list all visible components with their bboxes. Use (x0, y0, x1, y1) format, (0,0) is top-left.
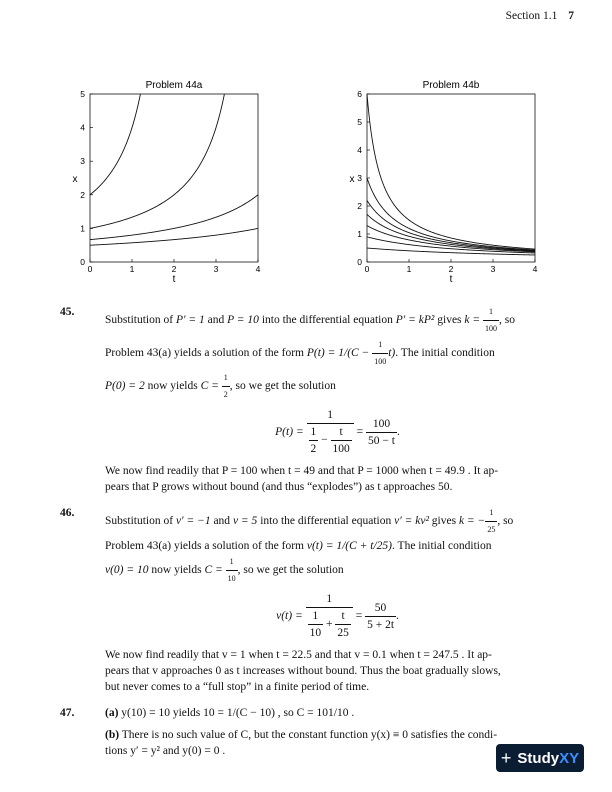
x-tick-label: 2 (171, 264, 177, 274)
problem-47 (60, 705, 570, 759)
x-tick-label: 3 (490, 264, 496, 274)
y-axis-label: x (349, 174, 355, 185)
y-tick-label: 0 (357, 257, 362, 267)
problem-46-line-3: v(0) = 10 now yields C = $\frac{1}{10}$ , so we get the solution (105, 554, 570, 587)
plot-frame (367, 94, 535, 262)
y-tick-label: 2 (357, 201, 362, 211)
problem-47-part-b-cont: tions y′ = y² and y(0) = 0 . (105, 745, 226, 757)
y-tick-label: 5 (80, 89, 85, 99)
section-label: Section 1.1 (505, 10, 558, 22)
page-number: 7 (568, 10, 574, 22)
problem-45-line-1: Substitution of P′ = 1 and P = 10 into the differential equation P′ = kP² gives k = $\frac{1}{100}$ , so (105, 304, 570, 337)
x-tick-label: 4 (255, 264, 261, 274)
y-tick-label: 3 (80, 156, 85, 167)
series-line (367, 200, 535, 250)
plot-44a-svg (68, 77, 268, 292)
problem-45-line-3: P(0) = 2 now yields C = $\frac{1}{2}$ , so we get the solution (105, 370, 570, 403)
problem-46-line-2: Problem 43(a) yields a solution of the form v(t) = 1/(C + t/25). The initial condition (105, 540, 492, 552)
y-tick-label: 3 (357, 173, 362, 183)
y-tick-label: 4 (357, 145, 362, 155)
problem-47-part-a: (a) y(10) = 10 yields 10 = 1/(C − 10) , so C = 101/10 . (105, 707, 355, 719)
x-axis-label: t (449, 274, 453, 285)
y-tick-label: 1 (80, 223, 85, 234)
problem-number: 46. (60, 507, 75, 519)
x-tick-label: 0 (364, 264, 370, 274)
y-axis-label: x (72, 174, 78, 185)
series-line (367, 178, 535, 250)
x-tick-label: 1 (129, 264, 135, 274)
plot-44a (68, 77, 268, 292)
problems-section (60, 304, 570, 769)
solution-equation-45: P(t) = 1 $\frac{1}{2}$ − $\frac{t}{100}$ = $\frac{100}{50 - t}$ . (275, 409, 400, 455)
problem-47-part-b: (b) There is no such value of C, but the constant function y(x) ≡ 0 satisfies the condi- (105, 729, 498, 741)
series-line (367, 214, 535, 251)
problem-46 (60, 505, 570, 695)
solution-equation-46: v(t) = 1 $\frac{1}{10}$ + $\frac{t}{25}$ = $\frac{50}{5 + 2t}$ . (276, 593, 399, 639)
problem-45 (60, 304, 570, 495)
problem-number: 47. (60, 707, 75, 719)
y-tick-label: 5 (357, 117, 362, 127)
problem-46-line-6: but never comes to a “full stop” in a finite period of time. (105, 681, 370, 693)
series-line (90, 94, 140, 195)
problem-45-line-2: Problem 43(a) yields a solution of the form P(t) = 1/(C − $\frac{1}{100}$ t). The initial condition (105, 337, 570, 370)
x-tick-label: 1 (406, 264, 412, 274)
plot-44b-svg (345, 77, 545, 292)
y-tick-label: 2 (80, 189, 85, 200)
x-tick-label: 4 (532, 264, 538, 274)
x-tick-label: 0 (87, 264, 93, 274)
problem-45-line-4: We now find readily that P = 100 when t = 49 and that P = 1000 when t = 49.9 . It ap- (105, 465, 499, 477)
studyxy-logo (496, 744, 584, 772)
series-line (367, 94, 535, 249)
problem-45-line-5: pears that P grows without bound (and thus “explodes”) as t approaches 50. (105, 481, 453, 493)
problem-46-line-1: Substitution of v′ = −1 and v = 5 into the differential equation v′ = kv² gives k = − $\frac{1}{25}$ , so (105, 505, 570, 538)
series-line (90, 94, 224, 228)
y-tick-label: 1 (357, 229, 362, 239)
problem-46-line-5: pears that v approaches 0 as t increases without bound. Thus the boat gradually slows, (105, 665, 501, 677)
problem-number: 45. (60, 306, 75, 318)
problem-46-line-4: We now find readily that v = 1 when t = 22.5 and that v = 0.1 when t = 247.5 . It ap- (105, 649, 492, 661)
plus-icon: + (500, 747, 512, 768)
chart-title: Problem 44a (145, 80, 203, 91)
y-tick-label: 4 (80, 122, 85, 133)
x-tick-label: 3 (213, 264, 219, 274)
plot-44b (345, 77, 545, 292)
x-axis-label: t (172, 274, 176, 285)
chart-title: Problem 44b (422, 80, 480, 91)
logo-text: StudyXY (517, 749, 580, 767)
x-tick-label: 2 (448, 264, 454, 274)
page-header (506, 10, 574, 22)
y-tick-label: 6 (357, 89, 362, 99)
y-tick-label: 0 (80, 257, 85, 267)
